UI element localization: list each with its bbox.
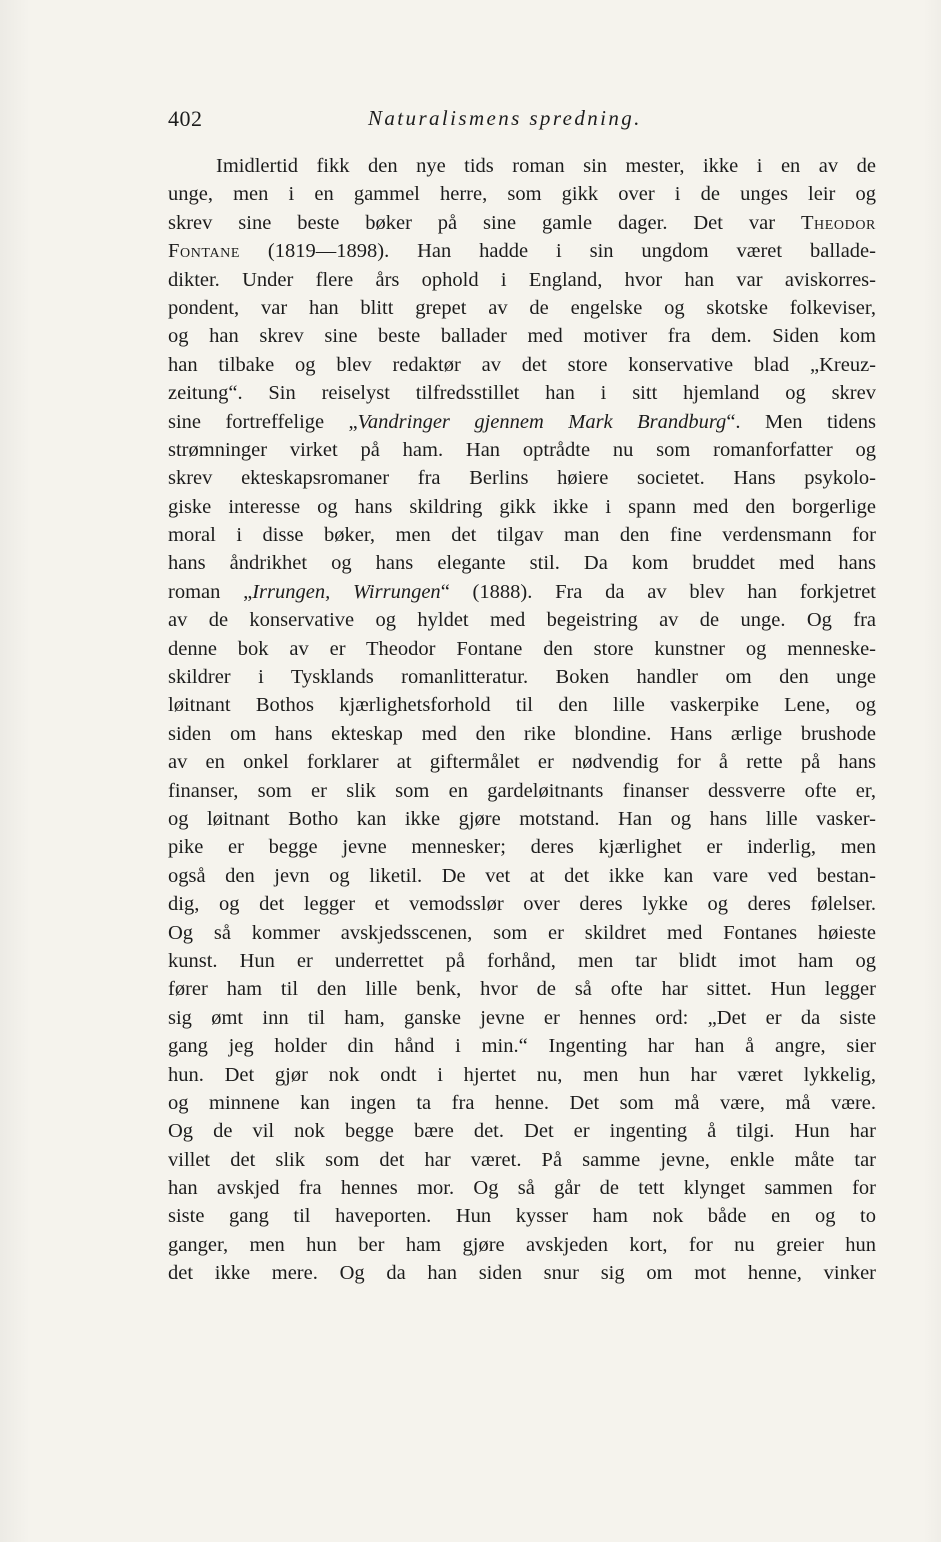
text-run: moral i disse bøker, men det tilgav man den fine verdensmann for xyxy=(168,524,876,547)
text-run: løitnant Bothos kjærlighetsforhold til den lille vaskerpike Lene, og xyxy=(168,694,876,717)
text-line xyxy=(168,379,876,407)
work-title: Vandringer gjennem Mark Brandburg xyxy=(357,410,727,433)
page-number: 402 xyxy=(168,106,203,131)
text-run: dikter. Under flere års ophold i England, hvor han var aviskorres- xyxy=(168,268,876,291)
text-run: også den jevn og liketil. De vet at det ikke kan vare ved bestan- xyxy=(168,864,876,887)
body-paragraph xyxy=(168,152,876,1288)
text-line xyxy=(168,180,876,208)
text-run: “. Men tidens xyxy=(726,410,876,433)
text-run: siden om hans ekteskap med den rike blondine. Hans ærlige brushode xyxy=(168,722,876,745)
author-name: Theodor xyxy=(800,211,876,234)
text-run: hans åndrikhet og hans elegante stil. Da kom bruddet med hans xyxy=(168,552,876,575)
text-line xyxy=(168,1231,876,1259)
text-run: kunst. Hun er underrettet på forhånd, men tar blidt imot ham og xyxy=(168,949,876,972)
text-run: Og de vil nok begge bære det. Det er ingenting å tilgi. Hun har xyxy=(168,1120,876,1143)
text-line xyxy=(168,1032,876,1060)
text-line xyxy=(168,833,876,861)
text-line xyxy=(168,890,876,918)
text-line xyxy=(168,493,876,521)
text-line xyxy=(168,322,876,350)
text-line xyxy=(168,691,876,719)
text-run: skildrer i Tysklands romanlitteratur. Boken handler om den unge xyxy=(168,666,876,689)
text-run: villet det slik som det har været. På samme jevne, enkle måte tar xyxy=(168,1148,876,1171)
text-line xyxy=(168,947,876,975)
text-run: finanser, som er slik som en gardeløitnants finanser dessverre ofte er, xyxy=(168,779,876,802)
text-run: denne bok av er Theodor Fontane den store kunstner og menneske- xyxy=(168,637,876,660)
text-run: og løitnant Botho kan ikke gjøre motstand. Han og hans lille vasker- xyxy=(168,807,876,830)
text-line xyxy=(168,777,876,805)
text-line xyxy=(168,862,876,890)
text-line xyxy=(168,748,876,776)
text-run: og han skrev sine beste ballader med motiver fra dem. Siden kom xyxy=(168,325,876,348)
text-run: skrev sine beste bøker på sine gamle dager. Det var xyxy=(168,211,801,234)
text-run: skrev ekteskapsromaner fra Berlins høiere societet. Hans psykolo- xyxy=(168,467,876,490)
text-run: han tilbake og blev redaktør av det store konservative blad „Kreuz- xyxy=(168,353,876,376)
text-run: zeitung“. Sin reiselyst tilfredsstillet han i sitt hjemland og skrev xyxy=(168,382,876,405)
text-run: dig, og det legger et vemodsslør over deres lykke og deres følelser. xyxy=(168,893,876,916)
text-line xyxy=(168,606,876,634)
text-line xyxy=(168,549,876,577)
text-run: og minnene kan ingen ta fra henne. Det som må være, må være. xyxy=(168,1091,876,1114)
text-run: av en onkel forklarer at giftermålet er nødvendig for å rette på hans xyxy=(168,751,876,774)
work-title: Irrungen, Wirrungen xyxy=(252,580,441,603)
text-line xyxy=(168,1004,876,1032)
text-line xyxy=(168,521,876,549)
text-line xyxy=(168,1202,876,1230)
text-run: sig ømt inn til ham, ganske jevne er hennes ord: „Det er da siste xyxy=(168,1006,876,1029)
text-run: ganger, men hun ber ham gjøre avskjeden kort, for nu greier hun xyxy=(168,1233,876,1256)
text-line xyxy=(168,975,876,1003)
text-line xyxy=(168,1174,876,1202)
text-run: unge, men i en gammel herre, som gikk over i de unges leir og xyxy=(168,183,876,206)
text-line xyxy=(168,919,876,947)
text-run: gang jeg holder din hånd i min.“ Ingenting har han å angre, sier xyxy=(168,1035,876,1058)
text-run: sine fortreffelige „ xyxy=(168,410,358,433)
text-line xyxy=(168,209,876,237)
text-run: strømninger virket på ham. Han optrådte nu som romanforfatter og xyxy=(168,438,876,461)
running-title: Naturalismens spredning. xyxy=(368,106,642,130)
text-run: (1819—1898). Han hadde i sin ungdom været ballade- xyxy=(240,240,876,263)
text-run: av de konservative og hyldet med begeistring av de unge. Og fra xyxy=(168,609,876,632)
text-run: giske interesse og hans skildring gikk ikke i spann med den borgerlige xyxy=(168,495,876,518)
text-line xyxy=(168,1061,876,1089)
text-run: “ (1888). Fra da av blev han forkjetret xyxy=(440,580,876,603)
text-run: fører ham til den lille benk, hvor de så ofte har sittet. Hun legger xyxy=(168,978,876,1001)
text-run: pike er begge jevne mennesker; deres kjærlighet er inderlig, men xyxy=(168,836,876,859)
text-run: han avskjed fra hennes mor. Og så går de tett klynget sammen for xyxy=(168,1177,876,1200)
text-line xyxy=(168,1089,876,1117)
text-line xyxy=(168,1146,876,1174)
text-line xyxy=(168,1259,876,1287)
text-line xyxy=(168,237,876,265)
text-run: Imidlertid fikk den nye tids roman sin mester, ikke i en av de xyxy=(216,155,876,177)
text-line xyxy=(168,266,876,294)
text-line xyxy=(168,294,876,322)
text-run: roman „ xyxy=(168,580,253,603)
text-line xyxy=(168,635,876,663)
text-line xyxy=(168,1117,876,1145)
text-line xyxy=(168,408,876,436)
text-line xyxy=(168,152,876,180)
text-line xyxy=(168,436,876,464)
text-line xyxy=(168,805,876,833)
text-line xyxy=(168,351,876,379)
text-line xyxy=(168,720,876,748)
text-line xyxy=(168,464,876,492)
page-header xyxy=(168,106,876,136)
text-run: Og så kommer avskjedsscenen, som er skildret med Fontanes høieste xyxy=(168,921,876,944)
text-run: det ikke mere. Og da han siden snur sig om mot henne, vinker xyxy=(168,1262,876,1285)
text-run: pondent, var han blitt grepet av de engelske og skotske folkeviser, xyxy=(168,296,876,319)
text-line xyxy=(168,578,876,606)
text-run: hun. Det gjør nok ondt i hjertet nu, men hun har været lykkelig, xyxy=(168,1063,876,1086)
text-run: siste gang til haveporten. Hun kysser ham nok både en og to xyxy=(168,1205,876,1228)
text-line xyxy=(168,663,876,691)
author-name: Fontane xyxy=(168,240,241,263)
